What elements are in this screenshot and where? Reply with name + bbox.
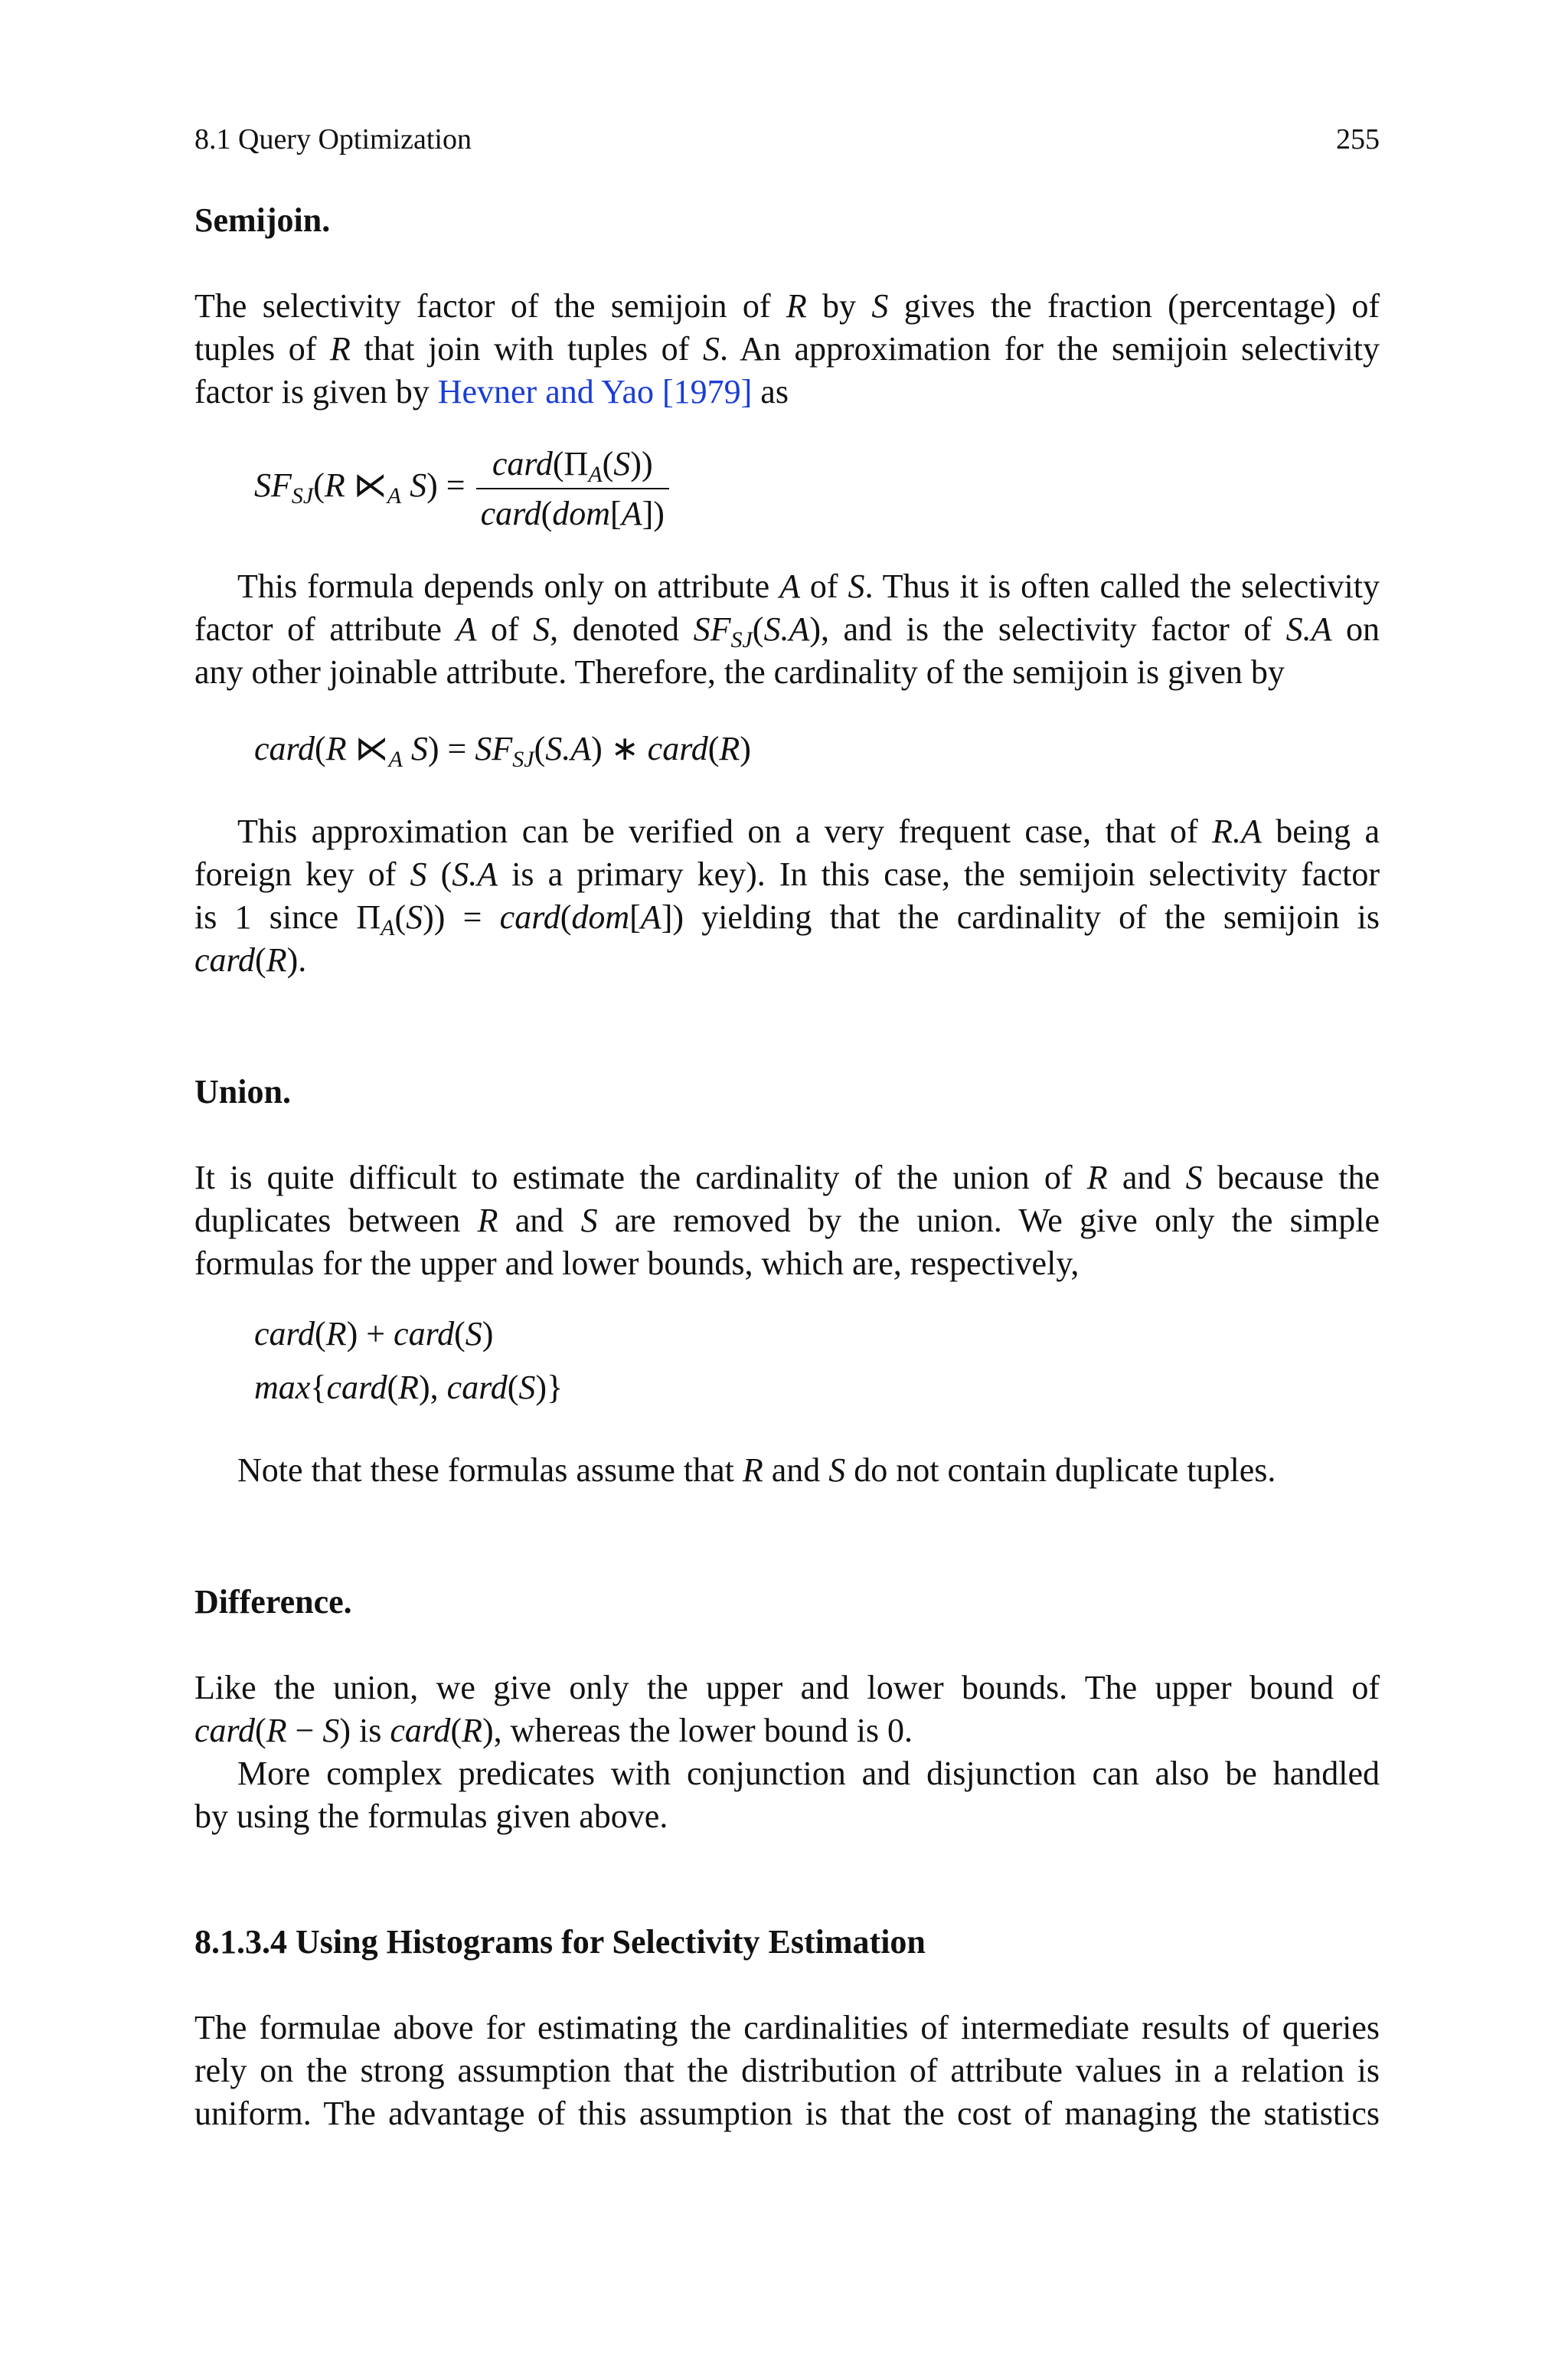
- union-note-line: Note that these formulas assume that R and S do not contain duplicate tuples.: [237, 1451, 1276, 1489]
- union-lower-bound: max{card(R), card(S)}: [254, 1369, 564, 1406]
- semijoin-heading: Semijoin.: [194, 201, 331, 239]
- union-intro-line-2: duplicates between R and S are removed by the union. We give only the simple: [194, 1202, 1380, 1239]
- semijoin-explain-line-1: This formula depends only on attribute A of S. Thus it is often called the selectivity: [237, 568, 1380, 605]
- semijoin-verify-line-3: is 1 since $\Pi_A(S)$) = card(dom[A]) yielding that the cardinality of the semijoin is: [194, 898, 1380, 940]
- semijoin-intro-line-2: tuples of R that join with tuples of S. An approximation for the semijoin selectivity: [194, 330, 1380, 368]
- semijoin-intro: [194, 285, 1380, 414]
- semijoin-explanation: [194, 565, 1380, 694]
- semijoin-explain-line-2: factor of attribute A of S, denoted $SF_{SJ}(S.A)$, and is the selectivity factor of S.A on: [194, 610, 1380, 653]
- difference-line-1: Like the union, we give only the upper and lower bounds. The upper bound of: [194, 1669, 1380, 1706]
- difference-body: [194, 1667, 1380, 1838]
- semijoin-verify-line-4: card(R).: [194, 941, 307, 979]
- difference-line-3: More complex predicates with conjunction and disjunction can also be handled: [237, 1755, 1380, 1792]
- union-heading: Union.: [194, 1073, 291, 1110]
- union-intro: [194, 1156, 1380, 1285]
- running-head-section: 8.1 Query Optimization: [194, 123, 472, 155]
- semijoin-intro-line-3: factor is given by Hevner and Yao [1979] as: [194, 373, 789, 411]
- running-head: [194, 123, 1380, 165]
- union-intro-line-3: formulas for the upper and lower bounds, which are, respectively,: [194, 1245, 1080, 1282]
- difference-heading: Difference.: [194, 1583, 352, 1621]
- histograms-heading: 8.1.3.4 Using Histograms for Selectivity Estimation: [194, 1923, 926, 1961]
- difference-line-2: card(R − S) is card(R), whereas the lower bound is 0.: [194, 1712, 913, 1749]
- histograms-body: [194, 2007, 1380, 2135]
- union-intro-line-1: It is quite difficult to estimate the cardinality of the union of R and S because the: [194, 1159, 1380, 1196]
- semijoin-selectivity-formula: $SF_{SJ}(R$ $⋉_A$ S) = $\frac{card(\Pi_A(S))}{\text{card(dom[A])}}$: [254, 444, 669, 533]
- citation-link[interactable]: Hevner and Yao [1979]: [437, 373, 753, 411]
- union-upper-bound: card(R) + card(S): [254, 1315, 494, 1353]
- page-number: 255: [1336, 123, 1380, 155]
- difference-line-4: by using the formulas given above.: [194, 1797, 668, 1835]
- semijoin-intro-line-1: The selectivity factor of the semijoin of R by S gives the fraction (percentage) of: [194, 287, 1380, 325]
- histograms-line-1: The formulae above for estimating the cardinalities of intermediate results of queries: [194, 2009, 1380, 2046]
- semijoin-verify-line-2: foreign key of S (S.A is a primary key). In this case, the semijoin selectivity factor: [194, 855, 1380, 893]
- semijoin-explain-line-3: any other joinable attribute. Therefore, the cardinality of the semijoin is given by: [194, 653, 1285, 691]
- semijoin-cardinality-formula: card(R $⋉_A$ $S) = SF_{SJ}(S.A)$ ∗ card(R): [254, 730, 751, 772]
- histograms-line-3: uniform. The advantage of this assumption is that the cost of managing the statistics: [194, 2095, 1380, 2132]
- union-note: [194, 1449, 1380, 1492]
- semijoin-verify-line-1: This approximation can be verified on a very frequent case, that of R.A being a: [237, 813, 1380, 850]
- histograms-line-2: rely on the strong assumption that the distribution of attribute values in a relation is: [194, 2052, 1380, 2089]
- semijoin-verification: [194, 810, 1380, 982]
